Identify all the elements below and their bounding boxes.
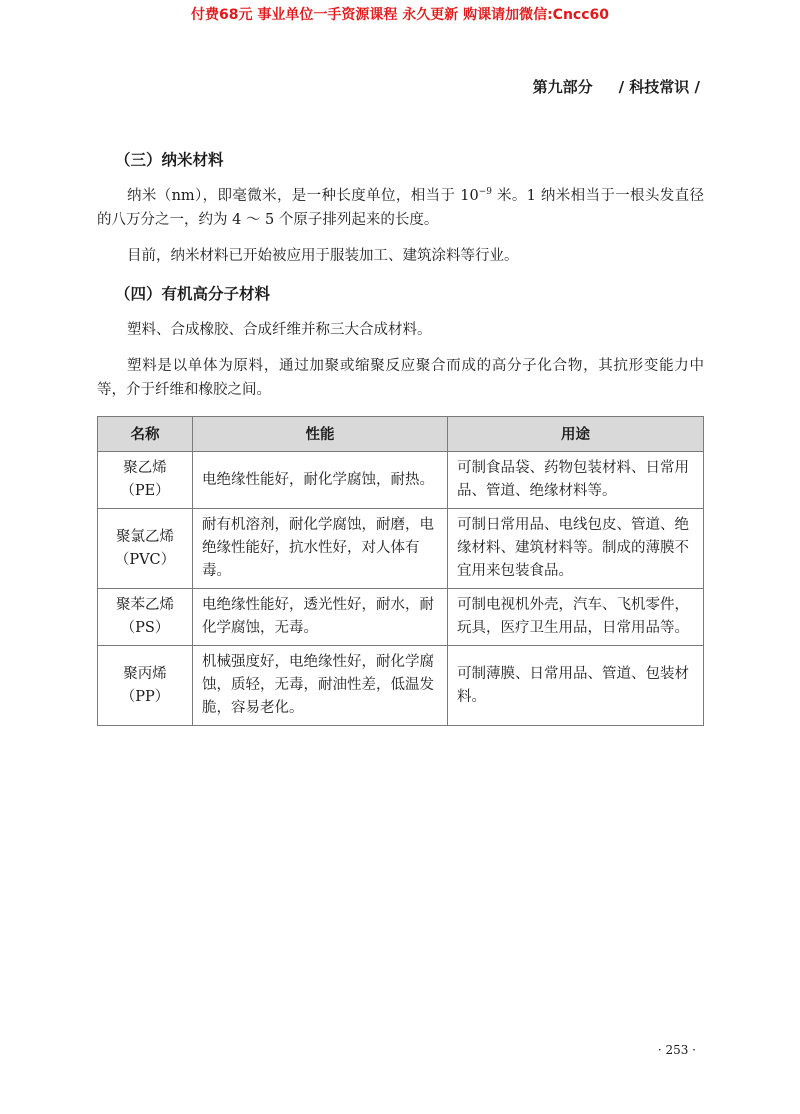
- material-abbr: （PE）: [120, 483, 170, 499]
- material-name: 聚苯乙烯: [116, 597, 174, 613]
- material-name-cell: [98, 452, 193, 509]
- column-header-name: 名称: [98, 417, 193, 452]
- page-number: · 253 ·: [657, 1043, 696, 1057]
- column-header-property: 性能: [193, 417, 448, 452]
- material-name-cell: [98, 589, 193, 646]
- table-row: [98, 509, 704, 589]
- material-abbr: （PP）: [120, 688, 170, 705]
- property-cell: 电绝缘性能好，耐化学腐蚀，耐热。: [193, 452, 448, 509]
- material-name-cell: [98, 646, 193, 726]
- section-4-paragraph-2: 塑料是以单体为原料，通过加聚或缩聚反应聚合而成的高分子化合物，其抗形变能力中等，介于纤维和橡胶之间。: [97, 358, 704, 398]
- section-3-paragraph-1: [97, 184, 704, 232]
- property-cell: 机械强度好，电绝缘性好，耐化学腐蚀，质轻，无毒，耐油性差，低温发脆，容易老化。: [193, 646, 448, 726]
- part-label: 第九部分: [532, 78, 593, 96]
- material-name: 聚氯乙烯: [116, 528, 174, 545]
- table-header-row: [98, 417, 704, 452]
- table-row: [98, 589, 704, 646]
- table-row: [98, 646, 704, 726]
- material-name: 聚乙烯: [123, 460, 167, 476]
- property-cell: 电绝缘性能好，透光性好，耐水，耐化学腐蚀，无毒。: [193, 589, 448, 646]
- section-label: / 科技常识 /: [618, 78, 700, 96]
- section-4-paragraph-1: 塑料、合成橡胶、合成纤维并称三大合成材料。: [127, 322, 432, 338]
- use-cell: 可制食品袋、药物包装材料、日常用品、管道、绝缘材料等。: [448, 452, 704, 509]
- material-name-cell: [98, 509, 193, 589]
- property-cell: 耐有机溶剂，耐化学腐蚀，耐磨，电绝缘性能好，抗水性好，对人体有毒。: [193, 509, 448, 589]
- use-cell: 可制日常用品、电线包皮、管道、绝缘材料、建筑材料等。制成的薄膜不宜用来包装食品。: [448, 509, 704, 589]
- column-header-use: 用途: [448, 417, 704, 452]
- section-3-heading: （三）纳米材料: [115, 150, 224, 169]
- material-abbr: （PVC）: [114, 551, 176, 568]
- plastics-table: [97, 416, 704, 726]
- material-name: 聚丙烯: [123, 665, 167, 682]
- use-cell: 可制薄膜、日常用品、管道、包装材料。: [448, 646, 704, 726]
- section-3-paragraph-2: 目前，纳米材料已开始被应用于服装加工、建筑涂料等行业。: [127, 248, 519, 264]
- table-row: [98, 452, 704, 509]
- p1-text-end: 米。1 纳米相当于一根头发直径的八万分之一，约为 4 ～ 5 个原子排列起来的长度。: [97, 188, 704, 228]
- exponent: −9: [478, 187, 492, 198]
- page-content: [97, 148, 704, 726]
- section-4-heading: （四）有机高分子材料: [115, 284, 271, 303]
- material-abbr: （PS）: [120, 620, 170, 636]
- p1-text-start: 纳米（nm），即毫微米，是一种长度单位，相当于 10: [127, 188, 479, 204]
- running-head: [533, 76, 700, 97]
- use-cell: 可制电视机外壳，汽车、飞机零件，玩具，医疗卫生用品，日常用品等。: [448, 589, 704, 646]
- promo-banner: 付费68元 事业单位一手资源课程 永久更新 购课请加微信:Cncc60: [190, 7, 610, 23]
